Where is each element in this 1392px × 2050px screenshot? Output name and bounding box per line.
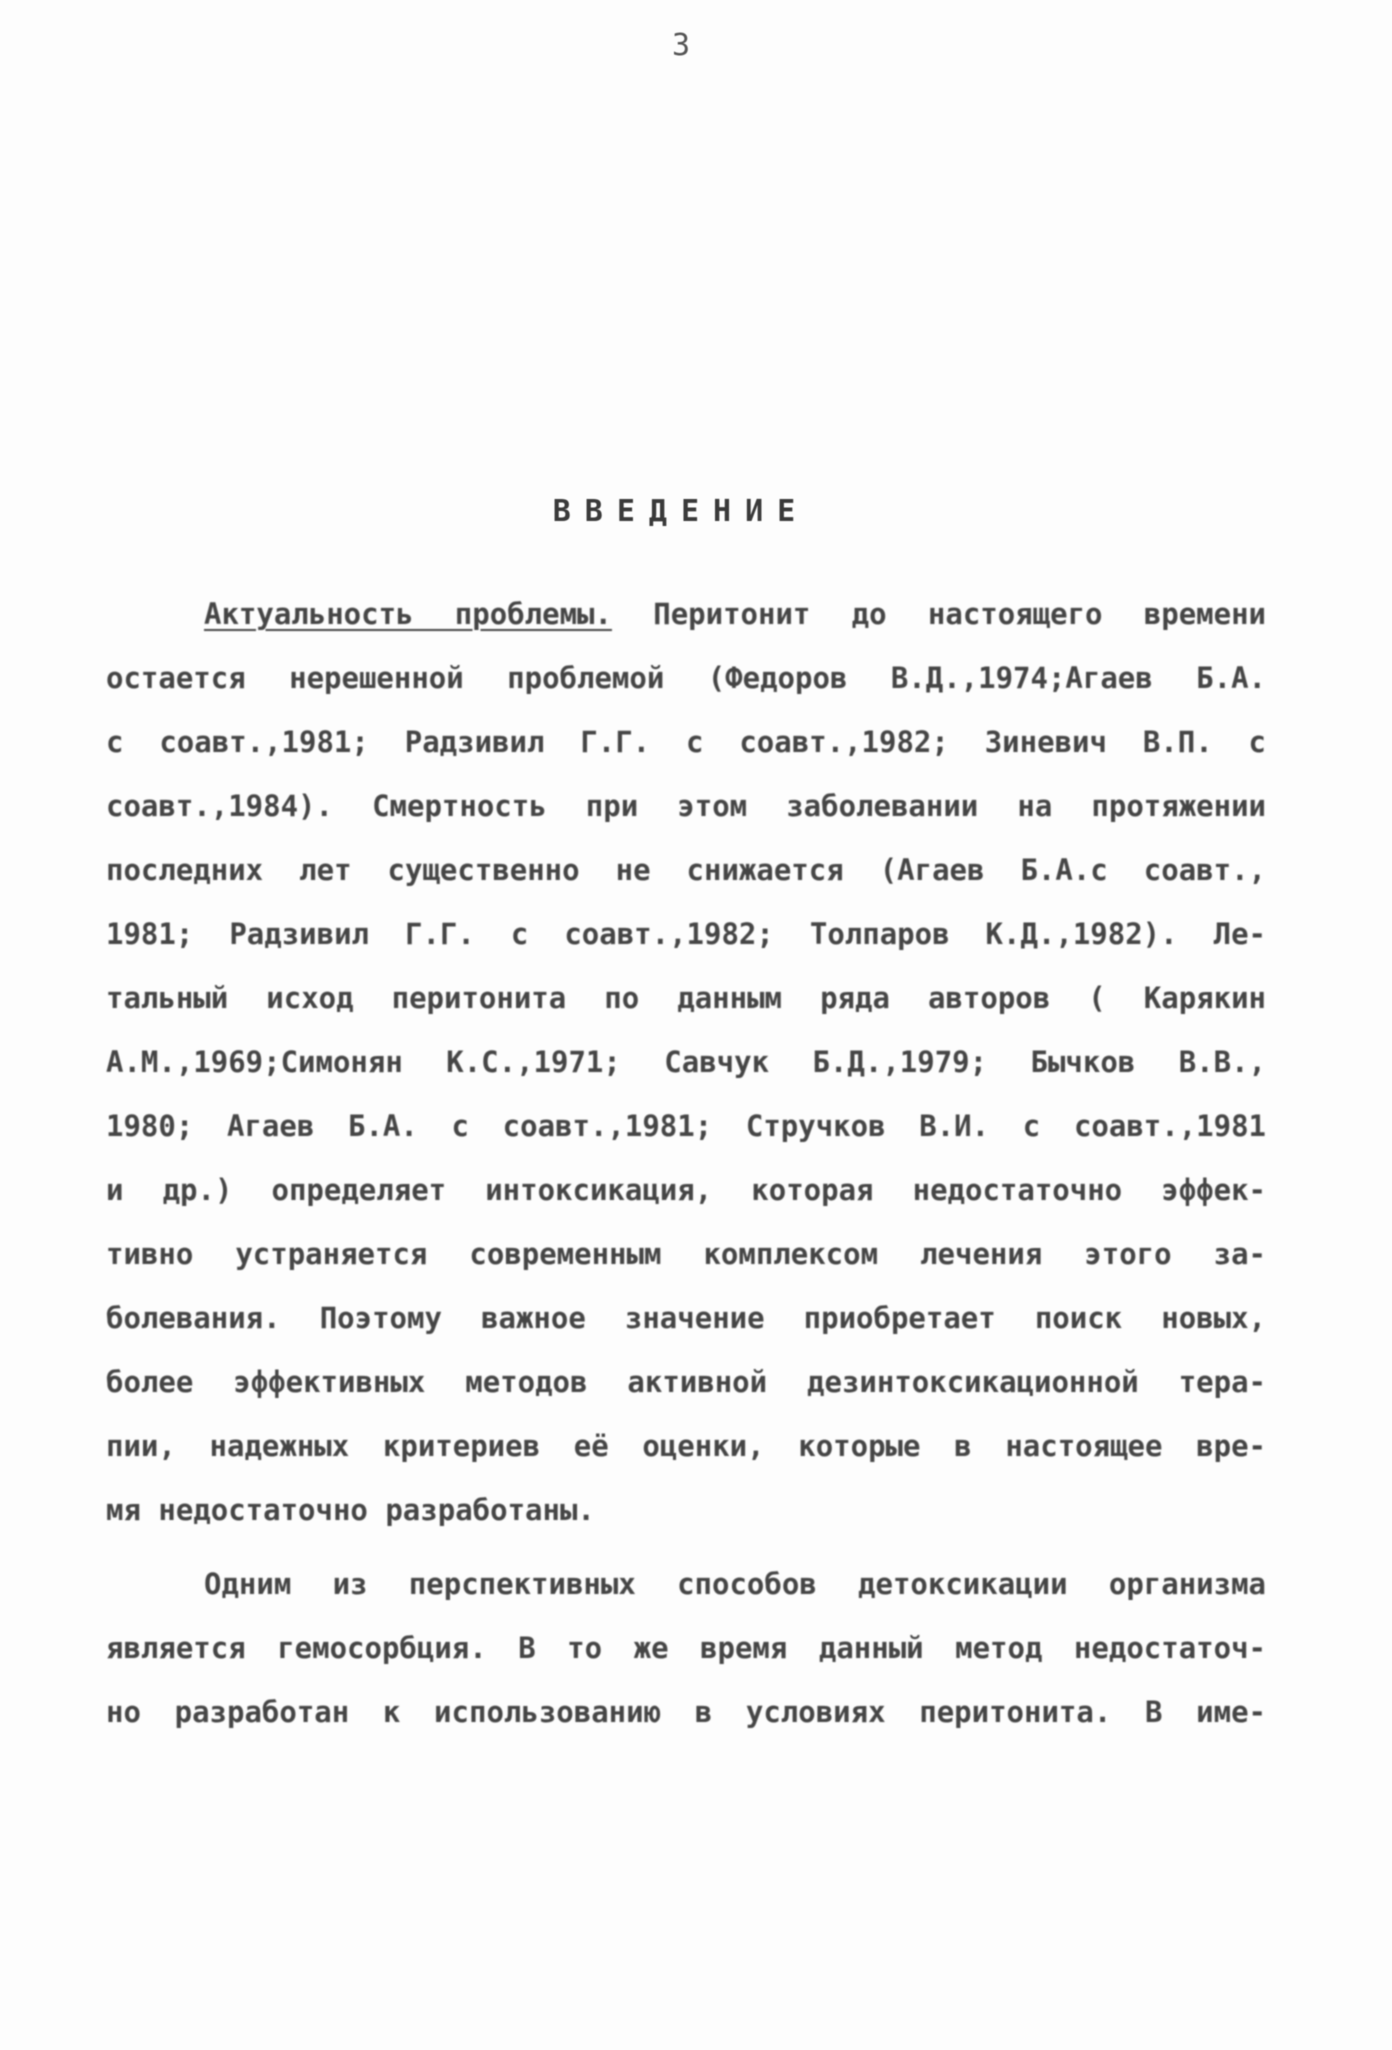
section-heading: ВВЕДЕНИЕ	[552, 494, 810, 529]
paragraph-line: болевания. Поэтому важное значение приобретает поиск новых,	[106, 1301, 1266, 1335]
lead-label: Актуальность проблемы.	[204, 597, 612, 631]
paragraph-line: 1980; Агаев Б.А. с соавт.,1981; Стручков В.И. с соавт.,1981	[106, 1109, 1266, 1143]
paragraph-line	[106, 582, 1266, 646]
body-text	[106, 582, 1266, 1744]
paragraph-line: является гемосорбция. В то же время данный метод недостаточ-	[106, 1631, 1266, 1665]
paragraph-line: и др.) определяет интоксикация, которая недостаточно эффек-	[106, 1173, 1266, 1207]
page-number: 3	[671, 28, 691, 63]
paragraph-line: с соавт.,1981; Радзивил Г.Г. с соавт.,1982; Зиневич В.П. с	[106, 725, 1266, 759]
paragraph-line: тивно устраняется современным комплексом лечения этого за-	[106, 1237, 1266, 1271]
paragraph-line: последних лет существенно не снижается (Агаев Б.А.с соавт.,	[106, 853, 1266, 887]
paragraph-line: Одним из перспективных способов детоксикации организма	[204, 1567, 1266, 1601]
paragraph-line-text: Перитонит до настоящего времени	[611, 597, 1267, 631]
paragraph-line: 1981; Радзивил Г.Г. с соавт.,1982; Толпаров К.Д.,1982). Ле-	[106, 917, 1266, 951]
paragraph-line: А.М.,1969;Симонян К.С.,1971; Савчук Б.Д.,1979; Бычков В.В.,	[106, 1045, 1266, 1079]
paragraph-line: более эффективных методов активной дезинтоксикационной тера-	[106, 1365, 1266, 1399]
paragraph-line: мя недостаточно разработаны.	[106, 1493, 595, 1527]
paragraph-line: но разработан к использованию в условиях перитонита. В име-	[106, 1695, 1266, 1729]
paragraph-gap	[106, 1542, 1266, 1552]
paragraph-line: тальный исход перитонита по данным ряда авторов ( Карякин	[106, 981, 1266, 1015]
paragraph-line: пии, надежных критериев её оценки, которые в настоящее вре-	[106, 1429, 1266, 1463]
paragraph-line: соавт.,1984). Смертность при этом заболевании на протяжении	[106, 789, 1266, 823]
paragraph-line: остается нерешенной проблемой (Федоров В.Д.,1974;Агаев Б.А.	[106, 661, 1266, 695]
